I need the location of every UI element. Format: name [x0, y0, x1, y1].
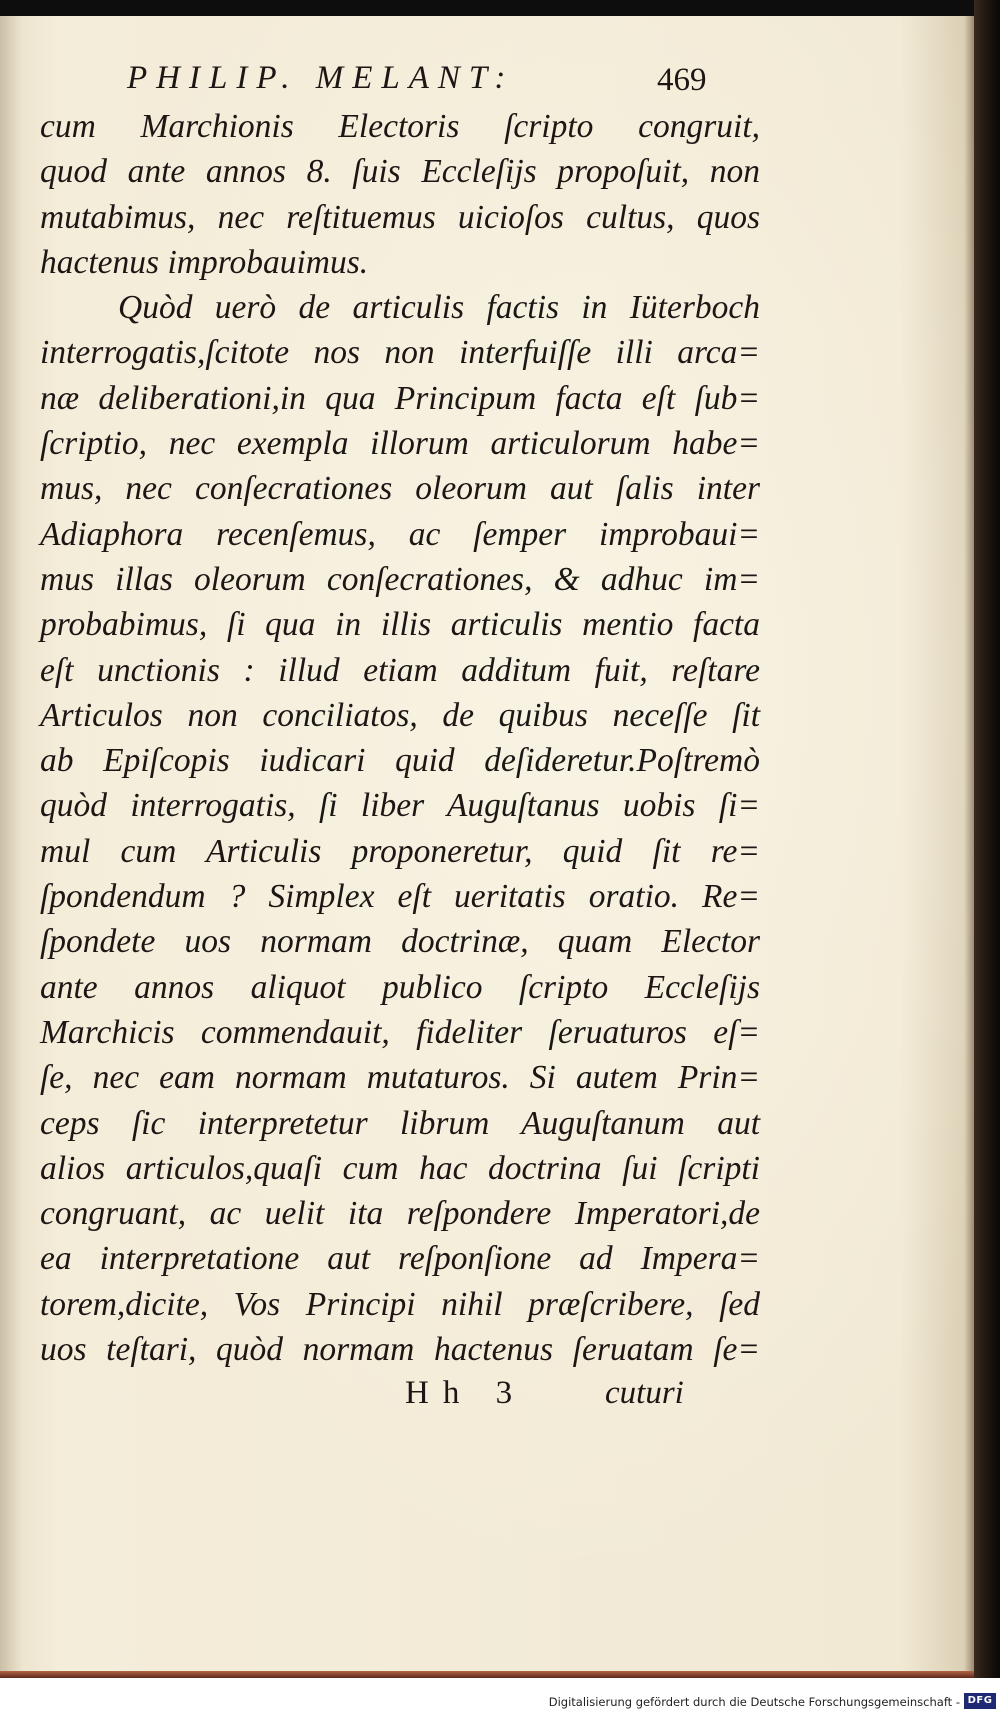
signature-mark: Hh 3	[405, 1375, 527, 1411]
text-line: ſcriptio, nec exempla illorum articulorum habe=	[40, 425, 760, 463]
text-line: næ deliberationi,in qua Principum facta eſt ſub=	[40, 379, 760, 417]
text-line: torem,dicite, Vos Principi nihil præſcribere, ſed	[40, 1285, 760, 1323]
text-line: ceps ſic interpretetur librum Auguſtanum aut	[40, 1104, 760, 1142]
text-line: hactenus improbauimus.	[40, 243, 369, 281]
text-line: congruant, ac uelit ita reſpondere Imperatori,de	[40, 1195, 760, 1233]
text-line: quod ante annos 8. ſuis Eccleſijs propoſuit, non	[40, 153, 760, 191]
scan-right-border	[974, 0, 1000, 1716]
text-line: ante annos aliquot publico ſcripto Eccleſijs	[40, 968, 760, 1006]
digitization-credit: Digitalisierung gefördert durch die Deutsche Forschungsgemeinschaft -	[548, 1695, 960, 1709]
page-bottom-edge	[0, 1671, 974, 1678]
text-line: ſpondete uos normam doctrinæ, quam Elector	[40, 923, 760, 961]
text-line: mus, nec conſecrationes oleorum aut ſalis inter	[40, 470, 760, 508]
text-line: mul cum Articulis proponeretur, quid ſit re=	[40, 832, 760, 870]
running-title: PHILIP. MELANT:	[127, 60, 515, 96]
text-line: Adiaphora recenſemus, ac ſemper improbaui=	[40, 515, 760, 553]
text-line: Articulos non conciliatos, de quibus neceſſe ſit	[40, 696, 760, 734]
text-line: interrogatis,ſcitote nos non interfuiſſe illi arca=	[40, 334, 760, 372]
text-line: probabimus, ſi qua in illis articulis mentio facta	[40, 606, 760, 644]
text-line: Quòd uerò de articulis factis in Iüterboch	[118, 289, 760, 327]
text-line: ea interpretatione aut reſponſione ad Impera=	[40, 1240, 760, 1278]
text-line: mutabimus, nec reſtituemus uicioſos cultus, quos	[40, 198, 760, 236]
scan-top-border	[0, 0, 1000, 16]
page-number: 469	[657, 62, 707, 98]
text-line: ſpondendum ? Simplex eſt ueritatis oratio. Re=	[40, 878, 760, 916]
text-line: uos teſtari, quòd normam hactenus ſeruatam ſe=	[40, 1331, 760, 1369]
text-line: alios articulos,quaſi cum hac doctrina ſui ſcripti	[40, 1149, 760, 1187]
text-line: eſt unctionis : illud etiam additum fuit, reſtare	[40, 651, 760, 689]
dfg-logo-icon: DFG	[964, 1693, 996, 1709]
text-line: ab Epiſcopis iudicari quid deſideretur.Poſtremò	[40, 742, 760, 780]
body-text	[40, 104, 760, 1372]
text-line: Marchicis commendauit, fideliter ſeruaturos eſ=	[40, 1013, 760, 1051]
catchword: cuturi	[605, 1375, 684, 1411]
page-edge-shadow	[964, 16, 974, 1678]
text-line: mus illas oleorum conſecrationes, & adhuc im=	[40, 560, 760, 598]
text-line: ſe, nec eam normam mutaturos. Si autem Prin=	[40, 1059, 760, 1097]
text-line: quòd interrogatis, ſi liber Auguſtanus uobis ſi=	[40, 787, 760, 825]
text-line: cum Marchionis Electoris ſcripto congruit,	[40, 108, 760, 145]
